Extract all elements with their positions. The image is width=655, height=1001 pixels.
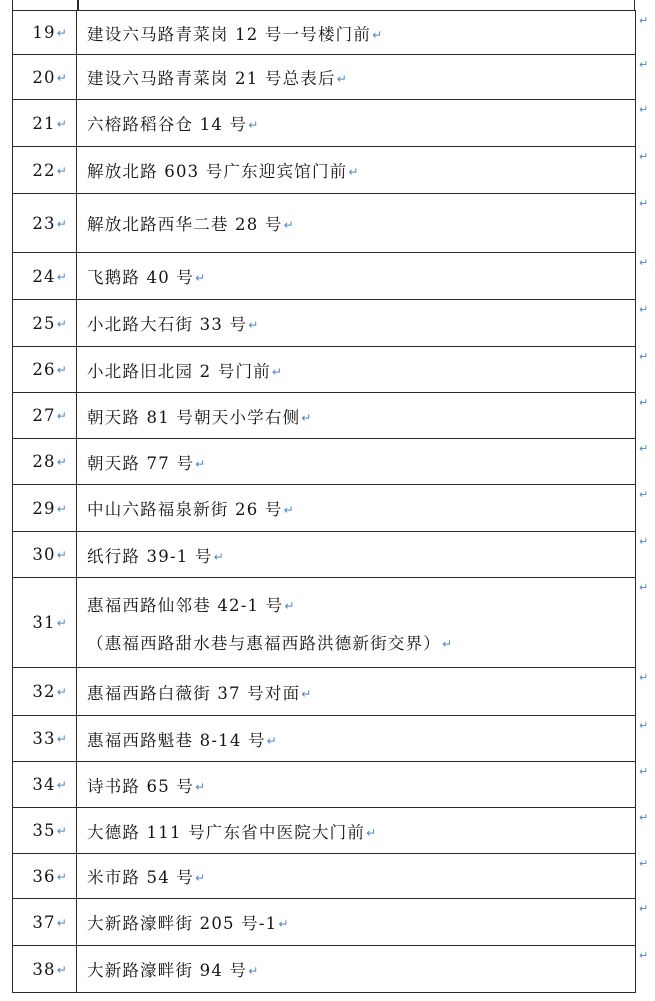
row-number-cell bbox=[13, 532, 77, 578]
row-end-mark-icon: ↵ bbox=[639, 150, 649, 163]
table-row bbox=[13, 946, 636, 993]
address-cell bbox=[77, 485, 636, 532]
address-line bbox=[87, 21, 635, 45]
row-number: 37 bbox=[32, 912, 56, 932]
address-line bbox=[87, 211, 635, 235]
row-number-cell bbox=[13, 439, 77, 485]
paragraph-mark-icon: ↵ bbox=[56, 455, 68, 469]
paragraph-mark-icon: ↵ bbox=[56, 732, 68, 746]
address-line bbox=[87, 264, 635, 288]
address-cell bbox=[77, 716, 636, 762]
row-number-cell bbox=[13, 668, 77, 716]
row-end-mark-icon: ↵ bbox=[639, 811, 649, 824]
address-cell bbox=[77, 347, 636, 393]
address-cell bbox=[77, 253, 636, 300]
row-number: 38 bbox=[32, 959, 56, 979]
table-top-continuation bbox=[12, 0, 635, 10]
row-number-cell bbox=[13, 194, 77, 253]
address-text: 大德路 111 号广东省中医院大门前 bbox=[87, 822, 366, 842]
paragraph-mark-icon: ↵ bbox=[213, 549, 225, 564]
paragraph-mark-icon: ↵ bbox=[266, 733, 278, 748]
address-cell bbox=[77, 300, 636, 347]
address-text: 中山六路福泉新街 26 号 bbox=[87, 500, 283, 519]
address-cell bbox=[77, 899, 636, 946]
address-cell bbox=[77, 100, 636, 147]
address-line bbox=[87, 773, 635, 797]
address-cell bbox=[77, 808, 636, 854]
row-number-cell bbox=[13, 253, 77, 300]
paragraph-mark-icon: ↵ bbox=[56, 962, 68, 977]
row-end-mark-icon: ↵ bbox=[639, 58, 649, 71]
address-cell bbox=[77, 762, 636, 808]
table-row bbox=[13, 253, 636, 300]
row-end-mark-icon: ↵ bbox=[639, 581, 649, 594]
address-text: 小北路旧北园 2 号门前 bbox=[87, 361, 271, 381]
row-number: 23 bbox=[32, 213, 56, 233]
address-text: （惠福西路甜水巷与惠福西路洪德新街交界） bbox=[87, 633, 441, 653]
address-cell bbox=[77, 439, 636, 485]
address-line bbox=[87, 111, 635, 135]
row-number: 31 bbox=[32, 613, 56, 632]
address-cell bbox=[77, 668, 636, 716]
row-number: 27 bbox=[32, 406, 56, 425]
paragraph-mark-icon: ↵ bbox=[278, 917, 290, 931]
table-row bbox=[13, 347, 636, 393]
row-end-mark-icon: ↵ bbox=[639, 303, 649, 316]
table-row bbox=[13, 485, 636, 532]
address-table bbox=[12, 10, 636, 993]
address-cell bbox=[77, 393, 636, 439]
address-cell bbox=[77, 194, 636, 253]
paragraph-mark-icon: ↵ bbox=[301, 410, 313, 425]
row-number-cell bbox=[13, 854, 77, 899]
table-row bbox=[13, 808, 636, 854]
row-number: 26 bbox=[32, 360, 56, 379]
address-cell bbox=[77, 854, 636, 899]
row-number: 19 bbox=[32, 23, 56, 42]
address-cell bbox=[77, 147, 636, 194]
address-text: 朝天路 77 号 bbox=[87, 453, 195, 473]
row-end-mark-icon: ↵ bbox=[639, 671, 649, 684]
paragraph-mark-icon: ↵ bbox=[56, 409, 68, 423]
row-number-cell bbox=[13, 393, 77, 439]
row-number: 33 bbox=[32, 729, 56, 748]
address-text: 建设六马路青菜岗 21 号总表后 bbox=[87, 69, 336, 88]
table-row bbox=[13, 147, 636, 194]
address-line bbox=[87, 65, 635, 89]
row-number: 21 bbox=[32, 113, 56, 133]
address-text: 飞鹅路 40 号 bbox=[87, 268, 195, 287]
paragraph-mark-icon: ↵ bbox=[195, 271, 207, 285]
paragraph-mark-icon: ↵ bbox=[56, 778, 68, 792]
row-end-mark-icon: ↵ bbox=[639, 256, 649, 269]
row-end-mark-icon: ↵ bbox=[639, 719, 649, 732]
table-row bbox=[13, 194, 636, 253]
paragraph-mark-icon: ↵ bbox=[366, 825, 378, 840]
row-end-mark-icon: ↵ bbox=[639, 535, 649, 548]
row-number: 28 bbox=[32, 452, 56, 471]
paragraph-mark-icon: ↵ bbox=[56, 548, 68, 562]
paragraph-mark-icon: ↵ bbox=[248, 318, 260, 332]
address-line bbox=[87, 727, 635, 751]
paragraph-mark-icon: ↵ bbox=[284, 598, 296, 613]
row-end-mark-icon: ↵ bbox=[639, 902, 649, 915]
row-end-mark-icon: ↵ bbox=[639, 442, 649, 455]
row-end-mark-icon: ↵ bbox=[639, 949, 649, 962]
address-text: 诗书路 65 号 bbox=[87, 776, 195, 796]
address-line bbox=[87, 158, 635, 182]
row-number: 30 bbox=[32, 545, 56, 564]
paragraph-mark-icon: ↵ bbox=[283, 503, 295, 517]
address-line bbox=[87, 404, 635, 428]
table-row bbox=[13, 532, 636, 578]
table-row bbox=[13, 854, 636, 899]
address-text: 朝天路 81 号朝天小学右侧 bbox=[87, 407, 301, 427]
address-line bbox=[87, 910, 635, 934]
address-text: 纸行路 39-1 号 bbox=[87, 546, 213, 566]
paragraph-mark-icon: ↵ bbox=[372, 27, 384, 42]
paragraph-mark-icon: ↵ bbox=[56, 163, 68, 178]
address-text: 小北路大石街 33 号 bbox=[87, 315, 248, 334]
row-end-mark-icon: ↵ bbox=[639, 396, 649, 409]
row-end-mark-icon: ↵ bbox=[639, 14, 649, 27]
row-number-cell bbox=[13, 899, 77, 946]
address-cell bbox=[77, 578, 636, 668]
paragraph-mark-icon: ↵ bbox=[56, 501, 68, 516]
address-line bbox=[87, 819, 635, 843]
row-number-cell bbox=[13, 100, 77, 147]
row-number: 20 bbox=[32, 67, 56, 87]
row-number: 25 bbox=[32, 313, 56, 333]
row-end-mark-icon: ↵ bbox=[639, 765, 649, 778]
address-cell bbox=[77, 946, 636, 993]
paragraph-mark-icon: ↵ bbox=[301, 686, 313, 701]
table-row bbox=[13, 393, 636, 439]
paragraph-mark-icon: ↵ bbox=[56, 26, 68, 40]
row-number: 32 bbox=[32, 682, 56, 701]
paragraph-mark-icon: ↵ bbox=[56, 824, 68, 838]
row-end-mark-icon: ↵ bbox=[639, 857, 649, 870]
address-text: 惠福西路仙邻巷 42-1 号 bbox=[87, 595, 284, 615]
address-table-body bbox=[13, 11, 636, 993]
table-row bbox=[13, 439, 636, 485]
paragraph-mark-icon: ↵ bbox=[271, 364, 284, 379]
paragraph-mark-icon: ↵ bbox=[195, 456, 207, 471]
paragraph-mark-icon: ↵ bbox=[56, 216, 68, 231]
row-end-mark-icon: ↵ bbox=[639, 488, 649, 501]
paragraph-mark-icon: ↵ bbox=[56, 316, 68, 331]
address-text: 建设六马路青菜岗 12 号一号楼门前 bbox=[87, 24, 372, 44]
address-line bbox=[87, 680, 635, 704]
paragraph-mark-icon: ↵ bbox=[248, 118, 260, 132]
paragraph-mark-icon: ↵ bbox=[348, 165, 360, 179]
table-row bbox=[13, 578, 636, 668]
paragraph-mark-icon: ↵ bbox=[56, 363, 68, 377]
row-number: 22 bbox=[32, 160, 56, 180]
address-line bbox=[87, 543, 635, 567]
row-number-cell bbox=[13, 347, 77, 393]
address-text: 解放北路西华二巷 28 号 bbox=[87, 215, 283, 234]
address-cell bbox=[77, 55, 636, 100]
address-line bbox=[87, 496, 635, 520]
address-text: 解放北路 603 号广东迎宾馆门前 bbox=[87, 162, 348, 181]
row-number: 34 bbox=[32, 775, 56, 794]
address-line bbox=[87, 592, 635, 616]
paragraph-mark-icon: ↵ bbox=[56, 116, 68, 131]
address-line bbox=[87, 311, 635, 335]
address-line bbox=[87, 358, 635, 382]
address-cell bbox=[77, 532, 636, 578]
address-cell bbox=[77, 11, 636, 55]
row-number: 29 bbox=[32, 498, 56, 518]
paragraph-mark-icon: ↵ bbox=[56, 915, 68, 930]
row-number-cell bbox=[13, 808, 77, 854]
table-row bbox=[13, 300, 636, 347]
row-number-cell bbox=[13, 946, 77, 993]
row-number: 24 bbox=[32, 266, 56, 286]
address-text: 惠福西路白薇街 37 号对面 bbox=[87, 683, 301, 703]
paragraph-mark-icon: ↵ bbox=[442, 636, 454, 651]
row-number: 36 bbox=[32, 866, 56, 886]
paragraph-mark-icon: ↵ bbox=[195, 779, 207, 794]
table-row bbox=[13, 716, 636, 762]
address-text: 大新路濠畔街 205 号-1 bbox=[87, 914, 278, 933]
row-number-cell bbox=[13, 55, 77, 100]
table-row bbox=[13, 55, 636, 100]
table-row bbox=[13, 100, 636, 147]
paragraph-mark-icon: ↵ bbox=[56, 70, 68, 85]
row-end-mark-icon: ↵ bbox=[639, 350, 649, 363]
paragraph-mark-icon: ↵ bbox=[56, 616, 68, 630]
address-text: 米市路 54 号 bbox=[87, 868, 195, 887]
row-number-cell bbox=[13, 762, 77, 808]
row-end-mark-icon: ↵ bbox=[639, 103, 649, 116]
row-number-cell bbox=[13, 578, 77, 668]
paragraph-mark-icon: ↵ bbox=[248, 964, 260, 978]
address-line bbox=[87, 630, 635, 654]
address-text: 六榕路稻谷仓 14 号 bbox=[87, 115, 248, 134]
row-number: 35 bbox=[32, 821, 56, 840]
paragraph-mark-icon: ↵ bbox=[283, 218, 295, 232]
address-line bbox=[87, 957, 635, 981]
table-row bbox=[13, 668, 636, 716]
paragraph-mark-icon: ↵ bbox=[56, 685, 68, 699]
address-text: 大新路濠畔街 94 号 bbox=[87, 961, 248, 980]
paragraph-mark-icon: ↵ bbox=[195, 871, 207, 885]
table-row bbox=[13, 11, 636, 55]
row-number-cell bbox=[13, 147, 77, 194]
address-text: 惠福西路魁巷 8-14 号 bbox=[87, 730, 266, 750]
paragraph-mark-icon: ↵ bbox=[336, 72, 348, 86]
paragraph-mark-icon: ↵ bbox=[56, 869, 68, 884]
row-number-cell bbox=[13, 11, 77, 55]
row-number-cell bbox=[13, 485, 77, 532]
table-row bbox=[13, 899, 636, 946]
address-line bbox=[87, 450, 635, 474]
address-line bbox=[87, 864, 635, 888]
paragraph-mark-icon: ↵ bbox=[56, 269, 68, 284]
row-end-mark-icon: ↵ bbox=[639, 197, 649, 210]
table-row bbox=[13, 762, 636, 808]
row-number-cell bbox=[13, 716, 77, 762]
row-number-cell bbox=[13, 300, 77, 347]
